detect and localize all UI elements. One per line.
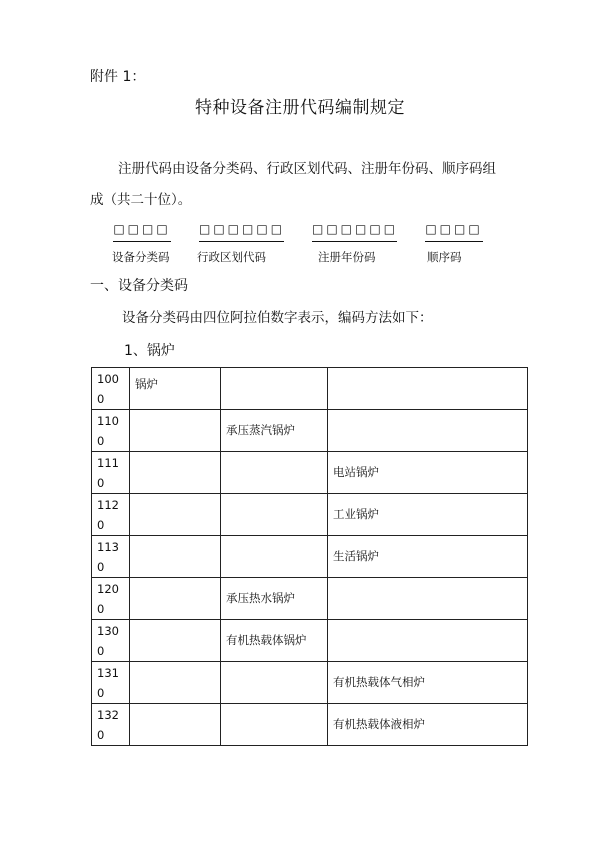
cell-code-text: 1300 bbox=[97, 624, 119, 658]
cell-category-level2-text: 承压热水锅炉 bbox=[226, 591, 295, 605]
cell-category-level3-text bbox=[328, 368, 527, 380]
cell-category-level2 bbox=[221, 662, 328, 704]
code-label-category: 设备分类码 bbox=[112, 250, 170, 264]
cell-code-text: 1310 bbox=[97, 666, 119, 700]
cell-code-text: 1130 bbox=[97, 540, 119, 574]
cell-category-level1-text bbox=[130, 410, 220, 422]
cell-category-level1-text bbox=[130, 494, 220, 506]
cell-code bbox=[92, 536, 130, 578]
table-row bbox=[92, 704, 528, 746]
cell-category-level2-text bbox=[221, 494, 327, 506]
cell-code-text: 1200 bbox=[97, 582, 119, 616]
cell-code bbox=[92, 452, 130, 494]
cell-category-level2 bbox=[221, 704, 328, 746]
cell-code bbox=[92, 662, 130, 704]
cell-category-level3 bbox=[328, 662, 528, 704]
cell-category-level2 bbox=[221, 452, 328, 494]
cell-category-level2-text bbox=[221, 662, 327, 674]
code-segment-year: □□□□□□ bbox=[312, 221, 397, 242]
code-label-sequence: 顺序码 bbox=[427, 250, 462, 264]
cell-category-level3-text: 生活锅炉 bbox=[333, 549, 379, 563]
cell-category-level1-text: 锅炉 bbox=[135, 377, 158, 391]
table-row bbox=[92, 452, 528, 494]
table-row bbox=[92, 662, 528, 704]
cell-code-text: 1100 bbox=[97, 414, 119, 448]
cell-category-level2 bbox=[221, 620, 328, 662]
cell-category-level3 bbox=[328, 410, 528, 452]
table-row bbox=[92, 368, 528, 410]
cell-category-level1 bbox=[130, 410, 221, 452]
cell-category-level1-text bbox=[130, 662, 220, 674]
cell-code bbox=[92, 410, 130, 452]
cell-category-level2-text bbox=[221, 536, 327, 548]
cell-category-level1-text bbox=[130, 578, 220, 590]
cell-code-text: 1120 bbox=[97, 498, 119, 532]
cell-category-level1-text bbox=[130, 704, 220, 716]
cell-category-level2-text: 有机热载体锅炉 bbox=[226, 633, 307, 647]
cell-category-level3-text bbox=[328, 578, 527, 590]
cell-category-level2-text: 承压蒸汽锅炉 bbox=[226, 423, 295, 437]
cell-category-level1 bbox=[130, 620, 221, 662]
cell-category-level3 bbox=[328, 536, 528, 578]
table-row bbox=[92, 578, 528, 620]
cell-category-level3-text: 工业锅炉 bbox=[333, 507, 379, 521]
page-title: 特种设备注册代码编制规定 bbox=[195, 98, 405, 118]
table-row bbox=[92, 536, 528, 578]
cell-code bbox=[92, 704, 130, 746]
cell-category-level3-text bbox=[328, 410, 527, 422]
cell-category-level3 bbox=[328, 452, 528, 494]
code-segment-region: □□□□□□ bbox=[199, 221, 284, 242]
cell-code bbox=[92, 494, 130, 536]
cell-category-level1-text bbox=[130, 536, 220, 548]
cell-category-level2 bbox=[221, 368, 328, 410]
subsection-heading: 1、锅炉 bbox=[124, 343, 175, 359]
cell-category-level1 bbox=[130, 536, 221, 578]
cell-category-level2-text bbox=[221, 452, 327, 464]
cell-category-level2 bbox=[221, 410, 328, 452]
intro-paragraph-line1: 注册代码由设备分类码、行政区划代码、注册年份码、顺序码组 bbox=[118, 161, 496, 177]
cell-category-level2 bbox=[221, 536, 328, 578]
cell-category-level3-text: 有机热载体气相炉 bbox=[333, 675, 425, 689]
cell-category-level2 bbox=[221, 494, 328, 536]
section-description: 设备分类码由四位阿拉伯数字表示，编码方法如下： bbox=[122, 310, 433, 326]
cell-category-level1 bbox=[130, 452, 221, 494]
table-row bbox=[92, 620, 528, 662]
cell-category-level1 bbox=[130, 368, 221, 410]
cell-category-level3-text: 电站锅炉 bbox=[333, 465, 379, 479]
cell-category-level1 bbox=[130, 578, 221, 620]
code-segment-sequence: □□□□ bbox=[425, 221, 483, 242]
cell-category-level3-text: 有机热载体液相炉 bbox=[333, 717, 425, 731]
cell-category-level3 bbox=[328, 578, 528, 620]
cell-category-level1-text bbox=[130, 452, 220, 464]
cell-category-level1-text bbox=[130, 620, 220, 632]
boiler-code-table bbox=[91, 367, 528, 746]
cell-category-level3-text bbox=[328, 620, 527, 632]
cell-code bbox=[92, 578, 130, 620]
code-label-year: 注册年份码 bbox=[318, 250, 376, 264]
cell-code bbox=[92, 368, 130, 410]
cell-code-text: 1000 bbox=[97, 372, 119, 406]
cell-category-level2-text bbox=[221, 368, 327, 380]
cell-code-text: 1320 bbox=[97, 708, 119, 742]
cell-category-level3 bbox=[328, 704, 528, 746]
cell-category-level1 bbox=[130, 494, 221, 536]
cell-category-level2 bbox=[221, 578, 328, 620]
code-segment-category: □□□□ bbox=[113, 221, 171, 242]
intro-paragraph-line2: 成（共二十位）。 bbox=[90, 192, 192, 208]
code-label-region: 行政区划代码 bbox=[197, 250, 266, 264]
attachment-label: 附件 1： bbox=[90, 69, 146, 85]
cell-category-level3 bbox=[328, 620, 528, 662]
cell-code-text: 1110 bbox=[97, 456, 119, 490]
section-heading: 一、设备分类码 bbox=[90, 278, 188, 294]
cell-code bbox=[92, 620, 130, 662]
table-row bbox=[92, 494, 528, 536]
cell-category-level3 bbox=[328, 494, 528, 536]
cell-category-level3 bbox=[328, 368, 528, 410]
cell-category-level2-text bbox=[221, 704, 327, 716]
table-row bbox=[92, 410, 528, 452]
cell-category-level1 bbox=[130, 704, 221, 746]
cell-category-level1 bbox=[130, 662, 221, 704]
